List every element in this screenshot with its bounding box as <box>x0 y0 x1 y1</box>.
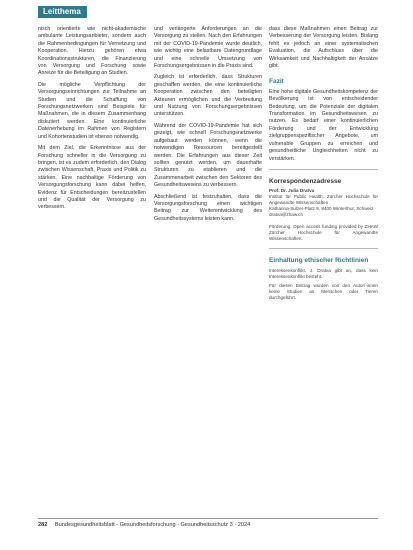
column-right <box>269 26 378 301</box>
page-number: 282 <box>38 522 48 528</box>
paragraph: nisch orientierte wie nicht-akademische ambulante Leistungsanbieter, sondern auch die Rahmenbedingungen für Vernetzung und Kooperation. Hierzu gehören etwa Koordinationsstrukturen, die Finanzierung von Versorgung und Forschung sowie Anreize für die Beteiligung an Studien. <box>38 26 146 77</box>
paragraph: Zugleich ist erforderlich, dass Strukturen geschaffen werden, die eine kontinuierliche Kooperation zwischen den beteiligten Akteuren ermöglichen und die Verbreitung und Nutzung von Forschungsergebnissen unterstützen. <box>154 74 262 118</box>
column-middle <box>154 26 262 223</box>
fazit-heading: Fazit <box>269 78 284 86</box>
ethics-statement: Für diesen Beitrag wurden von den Autor/-innen keine Studien an Menschen oder Tieren durchgeführt. <box>269 282 378 300</box>
page-footer <box>38 518 378 531</box>
paragraph: dass diese Maßnahmen einen Beitrag zur Verbesserung der Versorgung leisten. Bislang fehlt es jedoch an einer systematischen Evaluation, die Aufschluss über die Wirksamkeit und Nachhaltigkeit der Ansätze gibt. <box>269 26 378 70</box>
correspondence-name: Prof. Dr. Julia Dratva <box>269 188 315 194</box>
correspondence-email[interactable]: dratva@zhaw.ch <box>269 212 304 218</box>
section-tag: Leitthema <box>38 6 87 18</box>
ethics-conflict: Interessenkonflikt. J. Dratva gibt an, dass kein Interessenkonflikt besteht. <box>269 267 378 279</box>
divider <box>269 248 378 249</box>
ethics-heading: Einhaltung ethischer Richtlinien <box>269 257 369 265</box>
paragraph: Während der COVID-19-Pandemie hat sich gezeigt, wie schnell Forschungsnetzwerke aufgebaut werden können, wenn die notwendigen Ressourcen bereitgestellt werden. Die Erfahrungen aus dieser Zeit sollten genutzt werden, um dauerhafte Strukturen zu etablieren und die Zusammenarbeit zwischen den Sektoren des Gesundheitswesens zu verbessern. <box>154 122 262 189</box>
paragraph: und verlängerte Anforderungen an die Versorgung zu stellen. Nach den Erfahrungen mit der COVID-19-Pandemie wurde deutlich, wie wichtig eine belastbare Datengrundlage und eine schnelle Umsetzung von Forschungsergebnissen in die Praxis sind. <box>154 26 262 70</box>
paragraph: Mit dem Ziel, die Erkenntnisse aus der Forschung schneller in die Versorgung zu bringen, ist es zudem erforderlich, den Dialog zwischen Wissenschaft, Praxis und Politik zu stärken. Eine nachhaltige Förderung von Versorgungsforschung kann dabei helfen, Evidenz für Entscheidungen bereitzustellen und die Qualität der Versorgung zu verbessern. <box>38 145 146 211</box>
paragraph: Abschließend ist festzuhalten, dass die Versorgungsforschung einen wichtigen Beitrag zur Weiterentwicklung des Gesundheitssystems leisten kann. <box>154 193 262 222</box>
paragraph: Die mögliche Verpflichtung der Versorgungseinrichtungen zur Teilnahme an Studien und die Schaffung von Forschungsnetzwerken sind Beispiele für Maßnahmen, die in diesem Zusammenhang diskutiert werden. Eine kontinuierliche Datenerhebung im Rahmen von Registern und Kohortenstudien ist ebenso notwendig. <box>38 81 146 140</box>
divider <box>269 169 378 170</box>
journal-name: Bundesgesundheitsblatt - Gesundheitsforschung - Gesundheitsschutz 3 · 2024 <box>54 522 251 528</box>
correspondence-address: Katharina-Sulzer-Platz 9, 8400 Winterthur, Schweiz <box>269 206 374 212</box>
correspondence-institution: Institut für Public Health, Zürcher Hochschule für Angewandte Wissenschaften <box>269 194 378 206</box>
column-left <box>38 26 146 212</box>
fazit-text: Eine hohe digitale Gesundheitskompetenz der Bevölkerung ist von entscheidender Bedeutung, um die Potenziale der digitalen Transformation im Gesundheitswesen zu nutzen. Es bedarf einer kontinuierlichen Förderung und der Entwicklung zielgruppenspezifischer Angebote, um vulnerable Gruppen zu erreichen und gesundheitliche Ungleichheiten nicht zu verstärken. <box>269 88 378 162</box>
funding-note: Förderung. Open access funding provided by ZHAW Zürcher Hochschule für Angewandte Wissenschaften. <box>269 224 378 242</box>
correspondence-heading: Korrespondenzadresse <box>269 177 342 185</box>
